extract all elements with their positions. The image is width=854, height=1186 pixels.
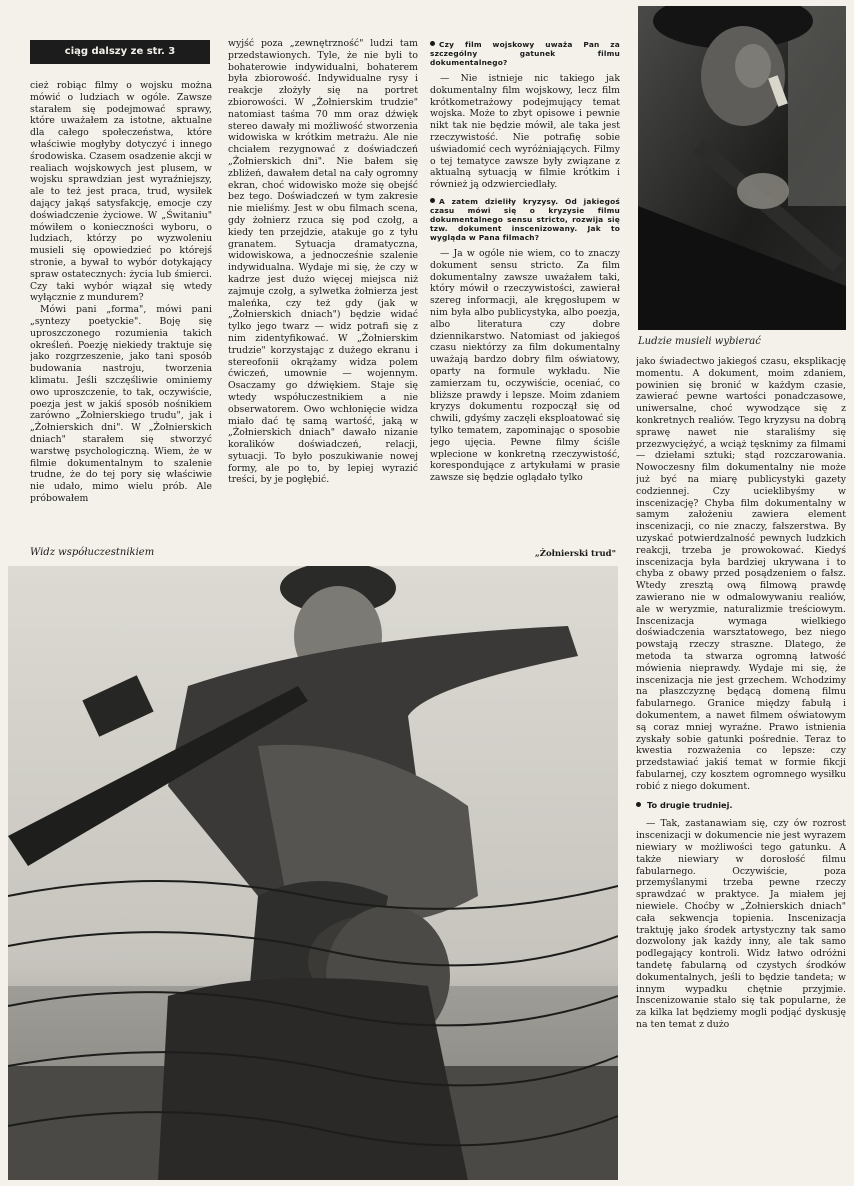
interview-question-2	[430, 197, 620, 242]
answer-3: — Tak, zastanawiam się, czy ów rozrost inscenizacji w dokumencie nie jest wyrazem niewiary w możliwości tego gatunku. A także niewiary w dorosłość filmu fabularnego. Oczywiście, poza przemyślanymi trzeba pewne rzeczy sprawdzać w praktyce. Ja miałem jej niewiele. Choćby w „Żołnierskich dniach" cała sekwencja topienia. Inscenizacja traktuję jako środek artystyczny tak samo dozwolony jak każdy inny, ale tak samo podlegający kontroli. Widz łatwo odróżni tandetę fabularną od czystych środków dokumentalnych, jeśli to będzie tandeta; w innym wypadku chętnie przyjmie. Inscenizowanie stało się tak popularne, że za kilka lat będziemy mogli podjąć dyskusję na ten temat z dużo	[636, 818, 846, 1031]
continuation-banner: ciąg dalszy ze str. 3	[30, 40, 210, 64]
col4-paragraph-1: jako świadectwo jakiegoś czasu, eksplikację momentu. A dokument, moim zdaniem, powinien się bronić w każdym czasie, zawierać pewne wartości ponadczasowe, uniwersalne, choć wywodzące się z konkretnych realiów. Tego kryzysu na dobrą sprawę nawet nie staraliśmy się przezwyciężyć, a wciąż tęsknimy za filmami — dziełami sztuki; stąd rozczarowania. Nowoczesny film dokumentalny nie może już być na miarę publicystyki gazety codziennej. Czy ucieklibyśmy w inscenizację? Chyba film dokumentalny w samym założeniu zawiera element inscenizacji, co nie znaczy, fałszerstwa. By uzyskać potwierdzalność pewnych ludzkich reakcji, trzeba je prowokować. Kiedyś inscenizacja była bardziej ukrywana i to chyba z obawy przed posądzeniem o fałsz. Wtedy zresztą ową filmową prawdę zawierano nie w odmalowywaniu realiów, ale w weryzmie, naturalizmie treściowym. Inscenizacja wymaga wielkiego doświadczenia warsztatowego, bez niego powstają rzeczy straszne. Dlatego, że metoda ta stwarza ogromną łatwość mówienia nieprawdy. Wydaje mi się, że inscenizacja nie jest grzechem. Wchodzimy na płaszczyznę będącą domeną filmu fabularnego. Granice między fabułą i dokumentem, a nawet filmem oświatowym są coraz mniej wyraźne. Prawo istnienia zyskały sobie gatunki pośrednie. Teraz to kwestia rozważenia co lepsze: czy przedstawiać jakiś temat w formie fikcji fabularnej, czy kosztem ogromnego wysiłku robić z niego dokument.	[636, 356, 846, 792]
bullet-icon	[430, 198, 435, 203]
article-column-2	[228, 38, 418, 538]
interview-question-3	[636, 800, 846, 810]
photo-caption-mid-right: „Żołnierski trud"	[534, 549, 616, 559]
col2-paragraph-1: wyjść poza „zewnętrzność" ludzi tam przedstawionych. Tyle, że nie byli to bohaterowie indywidualni, bohaterem była zbiorowość. Indywidualne rysy i reakcje złożyły się na portret zbiorowości. W „Żołnierskim trudzie" natomiast taśma 70 mm oraz dźwięk stereo dawały mi możliwość stworzenia widowiska w krótkim metrażu. Ale nie chciałem rezygnować z doświadczeń „Żołnierskich dni". Nie bałem się zbliżeń, dawałem detal na cały ogromny ekran, choć widowisko może się obejść bez tego. Doświadczeń w tym zakresie nie mieliśmy. Jest w obu filmach scena, gdy żołnierz rzuca się pod czołg, a kiedy ten przejdzie, atakuje go z tyłu granatem. Sytuacja dramatyczna, widowiskowa, a jednocześnie szalenie indywidualna. Wydaje mi się, że czy w kadrze jest dużo więcej miejsca niż zajmuje czołg, a sylwetka żołnierza jest maleńka, czy też gdy (jak w „Żołnierskich dniach") będzie widać tylko jego twarz — widz potrafi się z nim zidentyfikować. W „Żołnierskim trudzie" korzystając z dużego ekranu i stereofonii okrążamy widza polem ćwiczeń, umownie — wojennym. Osaczamy go dźwiękiem. Staje się wtedy współuczestnikiem a nie obserwatorem. Owo wchłonięcie widza miało dać tę samą wartość, jaką w „Żołnierskich dniach" dawało nizanie koralików doświadczeń, relacji, sytuacji. To było poszukiwanie nowej formy, ale po to, by lepiej wyrazić treści, by je pogłębić.	[228, 38, 418, 486]
soldier-jumping-barbed-wire-photo	[8, 566, 618, 1180]
col1-paragraph-1: cież robiąc filmy o wojsku można mówić o ludziach w ogóle. Zawsze starałem się podejmować sprawy, które uważałem za istotne, aktualne dla całego społeczeństwa, które właściwie mogłyby dotyczyć i innego środowiska. Czasem osadzenie akcji w realiach wojskowych jest plusem, w wojsku sprawdzian jest wyraźniejszy, ale to też jest praca, trud, wysiłek dający jakąś satysfakcję, emocje czy doświadczenie życiowe. W „Świtaniu" mówiłem o konieczności wyboru, o ludziach, którzy po wyzwoleniu musieli się opowiedzieć po którejś stronie, a bywał to wybór dotykający spraw ostatecznych: życia lub śmierci. Czy taki wybór wiązał się wtedy wyłącznie z mundurem?	[30, 80, 212, 304]
question-1-text: Czy film wojskowy uważa Pan za szczególny gatunek filmu dokumentalnego?	[430, 40, 620, 67]
article-column-1	[30, 80, 212, 550]
question-2-text: A zatem dzieliły kryzysy. Od jakiegoś czasu mówi się o kryzysie filmu dokumentalnego sensu stricto, rozwija się tzw. dokument inscenizowany. Jak to wygląda w Pana filmach?	[430, 196, 620, 242]
interview-question-1	[430, 40, 620, 67]
photo-caption-mid-left: Widz współuczestnikiem	[30, 547, 155, 558]
main-photo-image	[8, 566, 618, 1180]
article-column-4	[636, 356, 846, 1182]
photo-caption-top-right: Ludzie musieli wybierać	[638, 336, 761, 347]
bullet-icon	[636, 802, 641, 807]
col1-paragraph-2: Mówi pani „forma", mówi pani „syntezy poetyckie". Boję się uproszczonego rozumienia takich określeń. Poezję niekiedy traktuje się jako rozgrzeszenie, jako tani sposób budowania nastroju, tworzenia klimatu. Jeśli szczęśliwie ominiemy owo uproszczenie, to tak, oczywiście, poezja jest w jakiś sposób nośnikiem zarówno „Żołnierskiego trudu", jak i „Żołnierskich dni". W „Żołnierskich dniach" starałem się stworzyć warstwę psychologiczną. Wiem, że w filmie dokumentalnym to szalenie trudne, że do tej pory się właściwie nie udało, mimo wielu prób. Ale próbowałem	[30, 304, 212, 504]
answer-2: — Ja w ogóle nie wiem, co to znaczy dokument sensu stricto. Za film dokumentalny zawsze uważałem taki, który mówił o rzeczywistości, zawierał szereg informacji, ale kręgosłupem w nim była albo publicystyka, albo poezja, albo literatura czy dobre dziennikarstwo. Natomiast od jakiegoś czasu niektórzy za film dokumentalny uważają bardzo dobry film oświatowy, oparty na formule wykładu. Nie zamierzam tu, oczywiście, oceniać, co bliższe prawdy i lepsze. Moim zdaniem kryzys dokumentu rozpoczął się od chwili, gdyśmy zaczęli eksploatować się tylko tematem, zapominając o sposobie jego ujęcia. Pewne filmy ściśle wplecione w konkretną rzeczywistość, korespondujące z artykułami w prasie zawsze się będzie oglądało tylko	[430, 247, 620, 484]
soldier-smoking-photo	[638, 6, 846, 330]
question-3-text: To drugie trudniej.	[647, 800, 733, 811]
answer-1: — Nie istnieje nic takiego jak dokumentalny film wojskowy, lecz film krótkometrażowy podejmujący temat wojska. Może to zbyt opisowe i pewnie nikt tak nie będzie mówił, ale taka jest rzeczywistość. Nie potrafię sobie uświadomić cech wyróżniających. Filmy o tej tematyce zawsze były związane z aktualną sytuacją w filmie krótkim i również ją odzwierciedlały.	[430, 73, 620, 191]
article-column-3	[430, 34, 620, 554]
bullet-icon	[430, 41, 435, 46]
soldier-smoking-photo-image	[638, 6, 846, 330]
